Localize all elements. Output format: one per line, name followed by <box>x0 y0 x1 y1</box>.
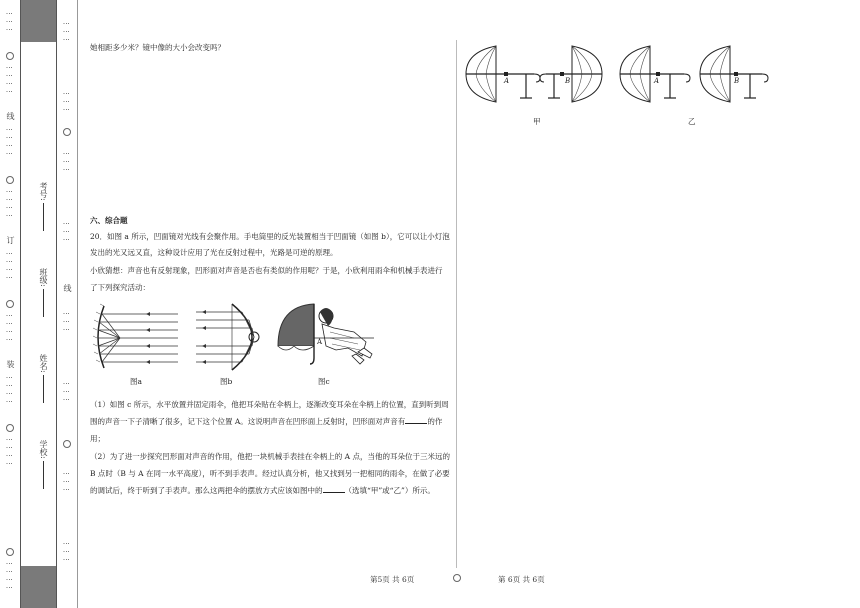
q20-line-2: 发出的光又远又直，这种设计应用了光在反射过程中，光路是可逆的原理。 <box>90 248 338 257</box>
binding-inner-dots: ⋮⋮⋮ <box>62 90 70 114</box>
binding-dots: ⋮⋮⋮⋮ <box>5 126 13 158</box>
binding-inner-dots: ⋮⋮⋮ <box>62 540 70 564</box>
page-number-left: 第5页 共 6页 <box>370 575 415 584</box>
umbrella-label-a2: A <box>654 77 660 85</box>
answer-blank-1[interactable] <box>405 415 427 424</box>
figure-b <box>192 302 272 372</box>
footer-circle-icon <box>453 574 461 582</box>
caption-yi: 乙 <box>688 117 696 126</box>
binding-circle <box>6 424 14 432</box>
umbrella-label-a1: A <box>504 77 510 85</box>
binding-circle <box>6 300 14 308</box>
figure-c-label: 图c <box>318 377 330 386</box>
binding-strip-top <box>20 0 56 42</box>
part1-line-3: 用； <box>90 434 105 443</box>
umbrella-figure <box>462 40 772 106</box>
part2-line-3: 的调试后，终于听到了手表声。那么这两把伞的摆放方式应该如图中的 （选填“甲”或“乙”）所示。 <box>90 486 435 495</box>
q20-line-3: 小欣猜想：声音也有反射现象，凹形面对声音是否也有类似的作用呢？于是，小欣利用雨伞和机械手表进行 <box>90 266 443 275</box>
figure-a-label: 图a <box>130 377 142 386</box>
part2-line-2: B 点时（B 与 A 在同一水平高度），听不到手表声。经过认真分析，他又找到另一把相同的雨伞，在做了必要 <box>90 469 450 478</box>
binding-inner-dots: ⋮⋮⋮ <box>62 150 70 174</box>
binding-line-edge <box>77 0 78 608</box>
figure-c-point-a: A <box>317 338 323 346</box>
field-class: 班级: <box>38 268 49 317</box>
q20-line-1: 20．如图 a 所示，凹面镜对光线有会聚作用。手电筒里的反光装置相当于凹面镜（如图 b），它可以让小灯泡 <box>90 232 450 241</box>
binding-circle <box>6 176 14 184</box>
binding-margin <box>0 0 78 608</box>
page-number-right: 第 6页 共 6页 <box>498 575 545 584</box>
binding-dots: ⋮⋮⋮⋮ <box>5 188 13 220</box>
binding-inner-dots: ⋮⋮⋮ <box>62 310 70 334</box>
caption-jia: 甲 <box>533 117 541 126</box>
binding-dots: ⋮⋮⋮⋮ <box>5 560 13 592</box>
field-school: 学校: <box>38 440 49 489</box>
binding-strip-bottom <box>20 566 56 608</box>
binding-dots: ⋮⋮⋮⋮ <box>5 250 13 282</box>
column-divider <box>456 40 457 568</box>
binding-dots: ⋮⋮⋮⋮ <box>5 436 13 468</box>
figure-b-label: 图b <box>220 377 233 386</box>
field-exam-number: 考号: <box>38 182 49 231</box>
binding-circle <box>6 548 14 556</box>
binding-circle <box>6 52 14 60</box>
section-heading: 六、综合题 <box>90 216 128 225</box>
binding-line-outer <box>20 0 21 608</box>
part1-line-2: 围的声音一下子清晰了很多，记下这个位置 A。这说明声音在凹形面上反射时，凹形面对声音有 的作 <box>90 417 443 426</box>
binding-label-xian: 线 <box>6 112 15 120</box>
umbrella-label-b2: B <box>734 77 740 85</box>
binding-dots: ⋮⋮⋮ <box>5 10 13 34</box>
binding-inner-dots: ⋮⋮⋮ <box>62 220 70 244</box>
binding-dots: ⋮⋮⋮⋮ <box>5 374 13 406</box>
binding-inner-circle <box>63 440 71 448</box>
figure-a <box>90 302 182 372</box>
field-name: 姓名: <box>38 354 49 403</box>
figure-c <box>274 298 378 372</box>
umbrella-jia-2 <box>540 46 602 102</box>
umbrella-label-b1: B <box>565 77 571 85</box>
binding-inner-label: 线 <box>63 284 72 292</box>
binding-inner-circle <box>63 128 71 136</box>
part2-line-1: （2）为了进一步探究凹形面对声音的作用，他把一块机械手表挂在伞柄上的 A 点，当他的耳朵位于三米远的 <box>90 452 450 461</box>
answer-blank-2[interactable] <box>323 484 345 493</box>
binding-inner-dots: ⋮⋮⋮ <box>62 470 70 494</box>
umbrella-jia-1 <box>466 46 540 102</box>
binding-label-ding: 订 <box>6 236 15 244</box>
binding-label-zhuang: 装 <box>6 360 15 368</box>
question-tail-text: 她相距多少米？镜中像的大小会改变吗？ <box>90 43 225 52</box>
binding-inner-dots: ⋮⋮⋮ <box>62 20 70 44</box>
binding-line-inner <box>56 0 57 608</box>
binding-dots: ⋮⋮⋮⋮ <box>5 64 13 96</box>
q20-line-4: 了下列探究活动： <box>90 283 150 292</box>
binding-dots: ⋮⋮⋮⋮ <box>5 312 13 344</box>
part1-line-1: （1）如图 c 所示，水平放置并固定雨伞，他把耳朵贴在伞柄上，逐渐改变耳朵在伞柄上的位置，直到听到周 <box>90 400 449 409</box>
binding-inner-dots: ⋮⋮⋮ <box>62 380 70 404</box>
